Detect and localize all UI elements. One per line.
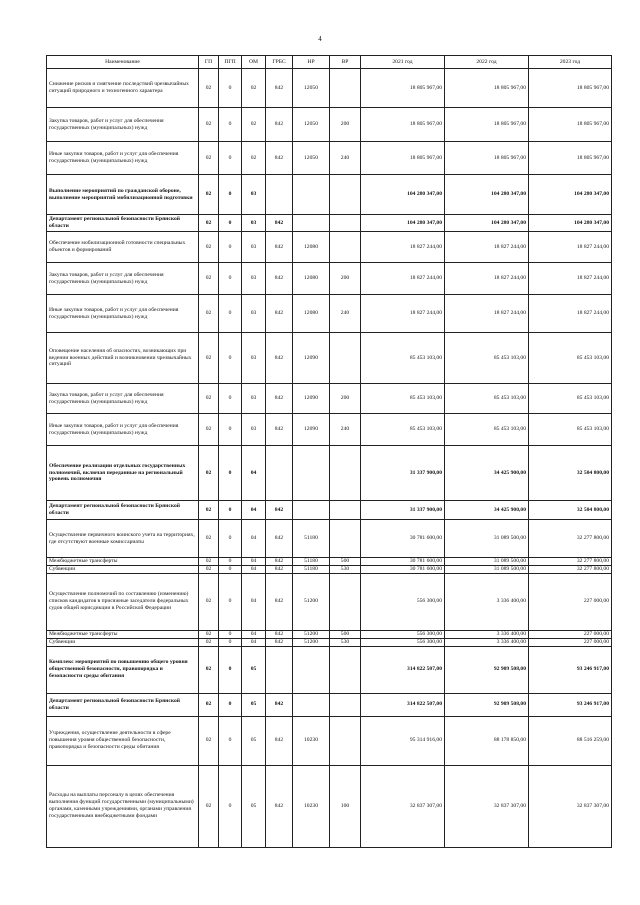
cell-name: Департамент региональной безопасности Брянской области xyxy=(47,215,199,232)
cell-om: 04 xyxy=(242,558,266,566)
table-row xyxy=(47,693,612,716)
cell-name: Осуществление полномочий по составлению (изменению) списков кандидатов в присяжные заседатели федеральных судов общей юрисдикции в Российской Федерации xyxy=(47,573,199,630)
cell-2021: 85 453 103,00 xyxy=(361,384,445,414)
cell-vr: 200 xyxy=(330,384,361,414)
cell-om: 04 xyxy=(242,573,266,630)
cell-name: Закупка товаров, работ и услуг для обеспечения государственных (муниципальных) нужд xyxy=(47,108,199,142)
cell-grbs: 842 xyxy=(266,565,293,573)
cell-pgp: 0 xyxy=(219,232,242,263)
cell-2021: 31 337 900,00 xyxy=(361,501,445,520)
cell-gp: 02 xyxy=(199,638,219,646)
cell-nr: 12090 xyxy=(293,333,330,384)
cell-vr xyxy=(330,175,361,215)
cell-2022: 92 909 508,00 xyxy=(445,646,529,693)
cell-om: 03 xyxy=(242,414,266,446)
cell-gp: 02 xyxy=(199,295,219,333)
cell-2023: 32 277 800,00 xyxy=(529,565,612,573)
cell-vr xyxy=(330,501,361,520)
cell-2021: 30 781 600,00 xyxy=(361,520,445,558)
cell-2023: 32 837 307,00 xyxy=(529,765,612,847)
cell-om: 03 xyxy=(242,215,266,232)
cell-gp: 02 xyxy=(199,501,219,520)
cell-2023: 93 246 917,00 xyxy=(529,693,612,716)
cell-name: Учреждения, осуществление деятельности в сфере повышения уровня общественной безопасности, правопорядка и безопасности среды обитания xyxy=(47,716,199,765)
cell-gp: 02 xyxy=(199,646,219,693)
col-header-grbs: ГРБС xyxy=(266,56,293,69)
budget-table xyxy=(46,55,612,848)
cell-2022: 31 089 500,00 xyxy=(445,565,529,573)
cell-2022: 18 805 967,00 xyxy=(445,108,529,142)
cell-2022: 85 453 103,00 xyxy=(445,414,529,446)
cell-pgp: 0 xyxy=(219,108,242,142)
table-row xyxy=(47,501,612,520)
cell-grbs: 842 xyxy=(266,558,293,566)
cell-om: 05 xyxy=(242,765,266,847)
cell-2023: 18 827 244,00 xyxy=(529,232,612,263)
cell-2021: 314 822 507,00 xyxy=(361,693,445,716)
table-row xyxy=(47,142,612,175)
cell-vr: 240 xyxy=(330,414,361,446)
cell-name: Субвенции xyxy=(47,565,199,573)
cell-nr xyxy=(293,693,330,716)
cell-nr xyxy=(293,215,330,232)
cell-2022: 3 336 400,00 xyxy=(445,573,529,630)
cell-nr: 12080 xyxy=(293,263,330,295)
cell-grbs: 842 xyxy=(266,765,293,847)
cell-nr xyxy=(293,501,330,520)
cell-pgp: 0 xyxy=(219,263,242,295)
cell-2021: 556 300,00 xyxy=(361,573,445,630)
cell-vr xyxy=(330,215,361,232)
cell-grbs: 842 xyxy=(266,333,293,384)
cell-grbs: 842 xyxy=(266,573,293,630)
cell-2022: 104 280 347,00 xyxy=(445,215,529,232)
cell-grbs: 842 xyxy=(266,215,293,232)
cell-pgp: 0 xyxy=(219,215,242,232)
cell-pgp: 0 xyxy=(219,520,242,558)
cell-2023: 18 805 967,00 xyxy=(529,142,612,175)
cell-2023: 104 280 347,00 xyxy=(529,175,612,215)
cell-2023: 32 277 800,00 xyxy=(529,520,612,558)
cell-2021: 18 827 244,00 xyxy=(361,295,445,333)
table-row xyxy=(47,646,612,693)
cell-om: 03 xyxy=(242,333,266,384)
table-row xyxy=(47,630,612,638)
cell-2022: 88 178 850,00 xyxy=(445,716,529,765)
cell-nr: 51200 xyxy=(293,638,330,646)
cell-pgp: 0 xyxy=(219,501,242,520)
cell-vr xyxy=(330,716,361,765)
cell-om: 03 xyxy=(242,263,266,295)
cell-grbs xyxy=(266,175,293,215)
col-header-nr: НР xyxy=(293,56,330,69)
cell-gp: 02 xyxy=(199,384,219,414)
cell-gp: 02 xyxy=(199,175,219,215)
cell-pgp: 0 xyxy=(219,716,242,765)
cell-2021: 18 827 244,00 xyxy=(361,263,445,295)
cell-2021: 31 337 900,00 xyxy=(361,446,445,501)
cell-2022: 32 837 307,00 xyxy=(445,765,529,847)
cell-grbs: 842 xyxy=(266,384,293,414)
cell-2023: 227 000,00 xyxy=(529,573,612,630)
cell-pgp: 0 xyxy=(219,693,242,716)
cell-name: Департамент региональной безопасности Брянской области xyxy=(47,501,199,520)
cell-nr: 10230 xyxy=(293,716,330,765)
cell-gp: 02 xyxy=(199,573,219,630)
cell-vr xyxy=(330,446,361,501)
table-row xyxy=(47,765,612,847)
cell-grbs: 842 xyxy=(266,108,293,142)
cell-name: Обеспечение реализации отдельных государственных полномочий, включая переданные на региональный уровень полномочия xyxy=(47,446,199,501)
cell-name: Иные закупки товаров, работ и услуг для обеспечения государственных (муниципальных) нужд xyxy=(47,414,199,446)
col-header-2023: 2023 год xyxy=(529,56,612,69)
cell-grbs: 842 xyxy=(266,520,293,558)
cell-pgp: 0 xyxy=(219,646,242,693)
cell-name: Выполнение мероприятий по гражданской обороне, выполнение мероприятий мобилизационной подготовки xyxy=(47,175,199,215)
cell-om: 04 xyxy=(242,638,266,646)
cell-name: Расходы на выплаты персоналу в целях обеспечения выполнения функций государственными (муниципальными) органами, казенными учреждениями, органами управления государственными внебюджетными фондами xyxy=(47,765,199,847)
table-row xyxy=(47,573,612,630)
cell-grbs: 842 xyxy=(266,693,293,716)
col-header-name: Наименование xyxy=(47,56,199,69)
cell-2023: 18 805 967,00 xyxy=(529,108,612,142)
cell-gp: 02 xyxy=(199,693,219,716)
cell-gp: 02 xyxy=(199,558,219,566)
cell-grbs: 842 xyxy=(266,501,293,520)
cell-om: 05 xyxy=(242,716,266,765)
cell-om: 03 xyxy=(242,384,266,414)
cell-2021: 30 781 600,00 xyxy=(361,565,445,573)
cell-name: Комплекс мероприятий по повышению общего уровня общественной безопасности, правопорядка и безопасности среды обитания xyxy=(47,646,199,693)
cell-nr: 51180 xyxy=(293,520,330,558)
cell-gp: 02 xyxy=(199,414,219,446)
cell-2021: 32 837 307,00 xyxy=(361,765,445,847)
col-header-2021: 2021 год xyxy=(361,56,445,69)
cell-grbs: 842 xyxy=(266,630,293,638)
table-row xyxy=(47,263,612,295)
cell-vr: 500 xyxy=(330,558,361,566)
cell-nr: 51200 xyxy=(293,630,330,638)
cell-2021: 104 280 347,00 xyxy=(361,175,445,215)
cell-nr: 51180 xyxy=(293,565,330,573)
col-header-2022: 2022 год xyxy=(445,56,529,69)
cell-pgp: 0 xyxy=(219,69,242,108)
cell-om: 05 xyxy=(242,693,266,716)
cell-gp: 02 xyxy=(199,333,219,384)
cell-nr: 12050 xyxy=(293,69,330,108)
cell-2021: 18 827 244,00 xyxy=(361,232,445,263)
cell-vr: 530 xyxy=(330,638,361,646)
cell-2021: 95 314 916,00 xyxy=(361,716,445,765)
cell-gp: 02 xyxy=(199,215,219,232)
cell-vr: 500 xyxy=(330,630,361,638)
cell-2022: 3 336 400,00 xyxy=(445,630,529,638)
col-header-gp: ГП xyxy=(199,56,219,69)
cell-2021: 104 280 347,00 xyxy=(361,215,445,232)
cell-name: Закупка товаров, работ и услуг для обеспечения государственных (муниципальных) нужд xyxy=(47,384,199,414)
table-row xyxy=(47,558,612,566)
cell-vr xyxy=(330,232,361,263)
cell-2021: 85 453 103,00 xyxy=(361,414,445,446)
cell-2023: 93 246 917,00 xyxy=(529,646,612,693)
cell-om: 03 xyxy=(242,232,266,263)
cell-gp: 02 xyxy=(199,716,219,765)
cell-gp: 02 xyxy=(199,69,219,108)
cell-nr: 51180 xyxy=(293,558,330,566)
cell-pgp: 0 xyxy=(219,446,242,501)
cell-2022: 18 805 967,00 xyxy=(445,142,529,175)
cell-nr: 12050 xyxy=(293,142,330,175)
cell-2022: 85 453 103,00 xyxy=(445,384,529,414)
cell-2021: 18 805 967,00 xyxy=(361,108,445,142)
cell-pgp: 0 xyxy=(219,333,242,384)
cell-2023: 85 453 103,00 xyxy=(529,384,612,414)
cell-om: 04 xyxy=(242,446,266,501)
cell-pgp: 0 xyxy=(219,142,242,175)
cell-2022: 31 089 500,00 xyxy=(445,520,529,558)
cell-grbs: 842 xyxy=(266,638,293,646)
table-row xyxy=(47,384,612,414)
cell-grbs: 842 xyxy=(266,263,293,295)
cell-nr: 12090 xyxy=(293,384,330,414)
cell-2023: 104 280 347,00 xyxy=(529,215,612,232)
cell-grbs: 842 xyxy=(266,414,293,446)
cell-name: Обеспечение мобилизационной готовности специальных объектов и формирований xyxy=(47,232,199,263)
cell-2022: 18 827 244,00 xyxy=(445,263,529,295)
cell-2022: 92 909 508,00 xyxy=(445,693,529,716)
cell-2023: 32 504 800,00 xyxy=(529,501,612,520)
cell-grbs xyxy=(266,446,293,501)
cell-vr xyxy=(330,333,361,384)
cell-2021: 85 453 103,00 xyxy=(361,333,445,384)
cell-grbs: 842 xyxy=(266,142,293,175)
table-row xyxy=(47,175,612,215)
cell-om: 04 xyxy=(242,630,266,638)
cell-name: Иные закупки товаров, работ и услуг для обеспечения государственных (муниципальных) нужд xyxy=(47,142,199,175)
cell-2022: 3 336 400,00 xyxy=(445,638,529,646)
cell-om: 03 xyxy=(242,295,266,333)
cell-grbs xyxy=(266,646,293,693)
cell-grbs: 842 xyxy=(266,232,293,263)
cell-2021: 18 805 967,00 xyxy=(361,69,445,108)
cell-2021: 314 822 507,00 xyxy=(361,646,445,693)
cell-2022: 85 453 103,00 xyxy=(445,333,529,384)
cell-2023: 227 000,00 xyxy=(529,638,612,646)
cell-pgp: 0 xyxy=(219,384,242,414)
cell-grbs: 842 xyxy=(266,295,293,333)
cell-2023: 32 504 800,00 xyxy=(529,446,612,501)
cell-2023: 227 000,00 xyxy=(529,630,612,638)
cell-nr: 12050 xyxy=(293,108,330,142)
cell-vr: 200 xyxy=(330,263,361,295)
cell-name: Осуществление первичного воинского учета на территориях, где отсутствуют военные комиссариаты xyxy=(47,520,199,558)
cell-vr: 530 xyxy=(330,565,361,573)
cell-gp: 02 xyxy=(199,630,219,638)
table-row xyxy=(47,108,612,142)
header-row xyxy=(47,56,612,69)
cell-pgp: 0 xyxy=(219,175,242,215)
table-row xyxy=(47,232,612,263)
table-row xyxy=(47,520,612,558)
cell-name: Субвенции xyxy=(47,638,199,646)
cell-2023: 18 805 967,00 xyxy=(529,69,612,108)
page-number: 4 xyxy=(318,35,322,43)
col-header-vr: ВР xyxy=(330,56,361,69)
cell-name: Департамент региональной безопасности Брянской области xyxy=(47,693,199,716)
cell-nr: 12090 xyxy=(293,414,330,446)
table-row xyxy=(47,716,612,765)
cell-vr xyxy=(330,69,361,108)
cell-om: 02 xyxy=(242,142,266,175)
cell-name: Оповещение населения об опасностях, возникающих при ведении военных действий и возникновении чрезвычайных ситуаций xyxy=(47,333,199,384)
col-header-pgp: ПГП xyxy=(219,56,242,69)
cell-vr xyxy=(330,520,361,558)
cell-vr xyxy=(330,646,361,693)
cell-grbs: 842 xyxy=(266,69,293,108)
cell-om: 04 xyxy=(242,501,266,520)
cell-gp: 02 xyxy=(199,520,219,558)
table-row xyxy=(47,446,612,501)
cell-vr: 240 xyxy=(330,142,361,175)
cell-name: Снижение рисков и смягчение последствий чрезвычайных ситуаций природного и техногенного характера xyxy=(47,69,199,108)
cell-2022: 34 425 900,00 xyxy=(445,446,529,501)
cell-gp: 02 xyxy=(199,565,219,573)
cell-2022: 18 827 244,00 xyxy=(445,232,529,263)
cell-2022: 31 089 500,00 xyxy=(445,558,529,566)
cell-2022: 18 827 244,00 xyxy=(445,295,529,333)
cell-nr: 12080 xyxy=(293,232,330,263)
table-row xyxy=(47,638,612,646)
cell-name: Закупка товаров, работ и услуг для обеспечения государственных (муниципальных) нужд xyxy=(47,263,199,295)
cell-gp: 02 xyxy=(199,108,219,142)
cell-gp: 02 xyxy=(199,142,219,175)
cell-2023: 32 277 800,00 xyxy=(529,558,612,566)
cell-nr xyxy=(293,175,330,215)
cell-nr: 12080 xyxy=(293,295,330,333)
cell-pgp: 0 xyxy=(219,765,242,847)
col-header-om: ОМ xyxy=(242,56,266,69)
table-row xyxy=(47,215,612,232)
cell-name: Межбюджетные трансферты xyxy=(47,630,199,638)
cell-gp: 02 xyxy=(199,232,219,263)
cell-name: Иные закупки товаров, работ и услуг для обеспечения государственных (муниципальных) нужд xyxy=(47,295,199,333)
cell-2023: 85 453 103,00 xyxy=(529,333,612,384)
cell-gp: 02 xyxy=(199,765,219,847)
cell-vr: 240 xyxy=(330,295,361,333)
cell-pgp: 0 xyxy=(219,558,242,566)
cell-grbs: 842 xyxy=(266,716,293,765)
cell-pgp: 0 xyxy=(219,630,242,638)
cell-pgp: 0 xyxy=(219,573,242,630)
cell-2023: 18 827 244,00 xyxy=(529,295,612,333)
cell-2023: 18 827 244,00 xyxy=(529,263,612,295)
table-row xyxy=(47,565,612,573)
table-row xyxy=(47,69,612,108)
cell-om: 04 xyxy=(242,565,266,573)
cell-nr: 10230 xyxy=(293,765,330,847)
cell-2021: 556 300,00 xyxy=(361,638,445,646)
cell-om: 02 xyxy=(242,69,266,108)
cell-nr xyxy=(293,646,330,693)
cell-vr: 100 xyxy=(330,765,361,847)
cell-om: 03 xyxy=(242,175,266,215)
table-row xyxy=(47,295,612,333)
cell-pgp: 0 xyxy=(219,414,242,446)
table-row xyxy=(47,414,612,446)
cell-vr xyxy=(330,573,361,630)
cell-2023: 85 453 103,00 xyxy=(529,414,612,446)
cell-om: 04 xyxy=(242,520,266,558)
cell-2022: 34 425 900,00 xyxy=(445,501,529,520)
cell-nr xyxy=(293,446,330,501)
cell-pgp: 0 xyxy=(219,295,242,333)
cell-gp: 02 xyxy=(199,263,219,295)
table-row xyxy=(47,333,612,384)
cell-name: Межбюджетные трансферты xyxy=(47,558,199,566)
cell-nr: 51200 xyxy=(293,573,330,630)
cell-gp: 02 xyxy=(199,446,219,501)
cell-pgp: 0 xyxy=(219,638,242,646)
cell-2021: 556 300,00 xyxy=(361,630,445,638)
cell-om: 02 xyxy=(242,108,266,142)
cell-vr xyxy=(330,693,361,716)
cell-2021: 18 805 967,00 xyxy=(361,142,445,175)
cell-2022: 18 805 967,00 xyxy=(445,69,529,108)
cell-pgp: 0 xyxy=(219,565,242,573)
cell-vr: 200 xyxy=(330,108,361,142)
cell-2023: 88 516 259,00 xyxy=(529,716,612,765)
cell-2022: 104 280 347,00 xyxy=(445,175,529,215)
cell-om: 05 xyxy=(242,646,266,693)
cell-2021: 30 781 600,00 xyxy=(361,558,445,566)
